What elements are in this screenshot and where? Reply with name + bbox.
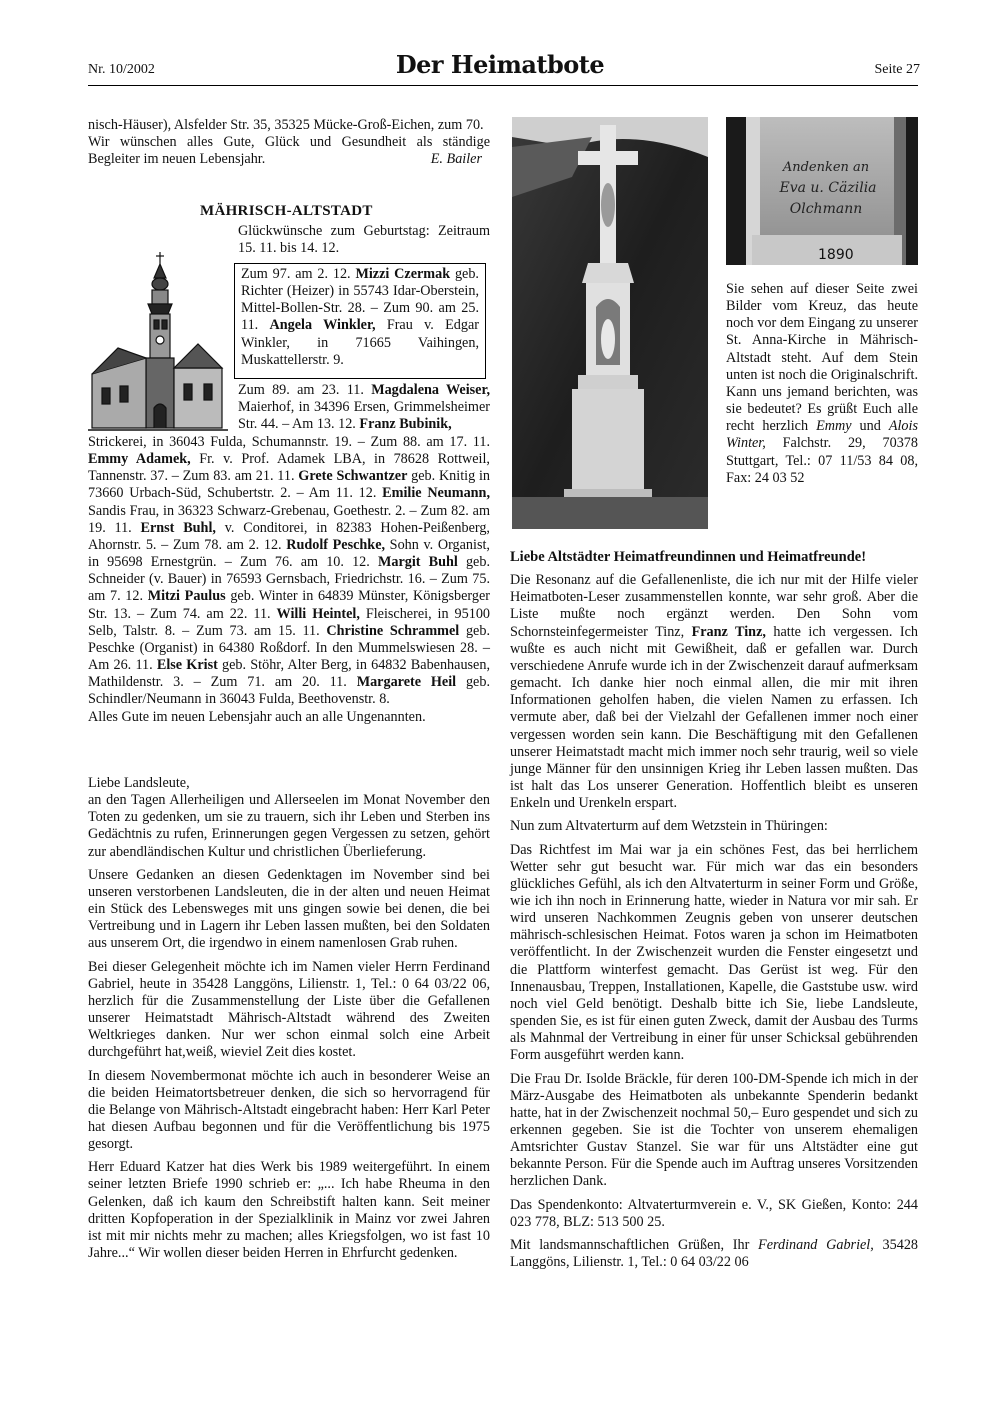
celebrant-name: Ernst Buhl, xyxy=(140,519,216,536)
birthday-greeting: Glückwünsche zum Geburtstag: Zeitraum 15. 11. bis 14. 12. xyxy=(238,223,490,257)
intro-wishes-text: Wir wünschen alles Gute, Glück und Gesundheit als ständige Begleiter im neuen Lebensjahr. xyxy=(88,134,490,168)
issue-number: Nr. 10/2002 xyxy=(88,62,155,77)
celebrant-name: Emmy Adamek, xyxy=(88,451,191,468)
celebrant-name: Mitzi Paulus xyxy=(147,588,226,605)
celebrant-name: Margarete Heil xyxy=(356,674,457,691)
letter-paragraph: In diesem Novembermonat möchte ich auch in besonderer Weise an die beiden Heimatortsbetreuer denken, die sich so hervorragend für die Belange von Mährisch-Altstadt eingebracht haben: Herr Karl Peter hat diesen Aufbau begonnen und für die Veröffentlichung bis 1975 gesorgt. xyxy=(88,1067,490,1153)
birthday-list-start: Zum 89. am 23. 11. Magdalena Weiser, Maierhof, in 34396 Ersen, Grimmelsheimer Str. 44. – Am 13. 12. Franz Bubinik, xyxy=(238,382,490,433)
celebrant-name: Rudolf Peschke, xyxy=(286,536,386,553)
celebrant-name: Else Krist xyxy=(156,657,218,674)
header-rule xyxy=(88,85,918,86)
inscription-line: Andenken an xyxy=(782,160,870,175)
intro-wishes xyxy=(88,134,490,168)
article-heading: Liebe Altstädter Heimatfreundinnen und Heimatfreunde! xyxy=(510,549,867,565)
memorial-letter xyxy=(88,775,490,1262)
letter-paragraph: an den Tagen Allerheiligen und Allerseelen im Monat November den Toten zu gedenken, um sie zu trauern, sich ihr Leben und Sterben ins Gedächtnis zu rufen, Erinnerungen gegen Vergessen zu setzen, gehört zur abendländischen Kultur und christlichen Überlieferung. xyxy=(88,792,490,860)
letter-paragraph: Unsere Gedanken an diesen Gedenktagen im November sind bei unseren verstorbenen Landsleuten, die in der alten und neuen Heimat ein Stück des Lebensweges mit uns gingen sowie bei denen, die bei Vertreibung und in Lagern ihr Leben lassen mußten, bei den Soldaten aus unserem Ort, die irgendwo in einem namenlosen Grab ruhen. xyxy=(88,866,490,952)
birthday-closing: Alles Gute im neuen Lebensjahr auch an alle Ungenannten. xyxy=(88,708,426,725)
celebrant-name: Emilie Neumann, xyxy=(382,485,490,502)
church-illustration xyxy=(88,248,228,434)
birthday-list: Strickerei, in 36043 Fulda, Schumannstr. 19. – Zum 88. am 17. 11. Emmy Adamek, Fr. v. Prof. Adamek LBA, in 78628 Rottweil, Tannenstr. 37. – Zum 83. am 21. 11. Grete Schwantzer geb. Knitig in 73660 Urbach-Süd, Schubertstr. 2. – Am 11. 12. Emilie Neumann, Sandis Frau, in 36323 Schwarz-Grebenau, Goethestr. 2. – Zum 82. am 19. 11. Ernst Buhl, v. Conditorei, in 82383 Hohen-Peißenberg, Ahornstr. 5. – Zum 78. am 2. 12. Rudolf Peschke, Sohn v. Organist, in 95698 Ernestgrün. – Zum 76. am 10. 12. Margit Buhl geb. Schneider (v. Bauer) in 76593 Gernsbach, Friedrichstr. 16. – Zum 75. am 7. 12. Mitzi Paulus geb. Winter in 64839 Münster, Königsberger Str. 13. – Zum 74. am 22. 11. Willi Heintel, Fleischerei, in 95100 Selb, Talstr. 8. – Zum 73. am 15. 11. Christine Schrammel geb. Peschke (Organist) in 64380 Roßdorf. In den Mummelswiesen 28. – Am 26. 11. Else Krist geb. Stöhr, Alter Berg, in 64832 Babenhausen, Mathildenstr. 3. – Zum 71. am 20. 11. Margarete Heil geb. Schindler/Neumann in 36043 Fulda, Beethovenstr. 8. Alles Gute im neuen Lebensjahr auch an alle Ungenannten. xyxy=(88,434,491,725)
celebrant-name: Willi Heintel, xyxy=(276,605,360,622)
inscription-year: 1890 xyxy=(818,247,854,263)
celebrant-name: Magdalena Weiser, xyxy=(371,382,490,398)
inscription-line: Eva u. Cäzilia xyxy=(779,180,877,196)
cross-photo xyxy=(512,117,708,529)
celebrant-name: Christine Schrammel xyxy=(326,622,460,639)
inscription-line: Olchmann xyxy=(789,201,863,217)
celebrant-name: Angela Winkler, xyxy=(269,317,376,334)
photo-caption: Sie sehen auf dieser Seite zwei Bilder vom Kreuz, das heute noch vor dem Eingang zu unserer St. Anna-Kirche in Mährisch-Altstadt steht. Auf dem Stein unten ist noch die Originalschrift. Kann uns jemand berichten, was sie bedeutet? Es grüßt Euch alle recht herzlich Emmy und Alois Winter, Falchstr. 29, 70378 Stuttgart, Tel.: 07 11/53 84 08, Fax: 24 03 52 xyxy=(726,281,919,486)
birthday-box xyxy=(234,263,486,379)
celebrant-name: Franz Bubinik, xyxy=(359,416,452,433)
intro-signature: E. Bailer xyxy=(430,151,482,168)
intro-block xyxy=(88,117,490,168)
article-paragraph: Das Spendenkonto: Altvaterturmverein e. V., SK Gießen, Konto: 244 023 778, BLZ: 513 500 25. xyxy=(510,1196,918,1230)
article-signature: Mit landsmannschaftlichen Grüßen, Ihr Ferdinand Gabriel, 35428 Langgöns, Lilienstr. 1, Tel.: 0 64 03/22 06 xyxy=(510,1236,918,1271)
letter-salutation: Liebe Landsleute, xyxy=(88,775,190,791)
birthday-box-text: Zum 97. am 2. 12. Mizzi Czermak geb. Richter (Heizer) in 55743 Idar-Oberstein, Mittel-Bollen-Str. 28. – Zum 90. am 25. 11. Angela Winkler, Frau v. Edgar Winkler, in 71665 Vaihingen, Muskattellerstr. 9. xyxy=(241,266,479,368)
stone-inscription-photo xyxy=(726,117,918,265)
page-number: Seite 27 xyxy=(874,62,920,77)
intro-text: nisch-Häuser), Alsfelder Str. 35, 35325 Mücke-Groß-Eichen, zum 70. xyxy=(88,117,484,133)
letter-paragraph: Bei dieser Gelegenheit möchte ich im Namen vieler Herrn Ferdinand Gabriel, heute in 35428 Langgöns, Lilienstr. 1, Tel.: 0 64 03/22 06, herzlich für die Zusammenstellung der Liste über die Gefallenen unserer Heimatstadt Mährisch-Altstadt während des Zweiten Weltkrieges danken. Nur wer schon einmal solch eine Arbeit durchgeführt hat,weiß, wieviel Zeit dies kostet. xyxy=(88,958,490,1061)
article-paragraph: Die Frau Dr. Isolde Bräckle, für deren 100-DM-Spende ich mich in der März-Ausgabe des Heimatboten als unbekannte Spenderin bedankt hatte, hat in der Zwischenzeit nochmal 50,– Euro gespendet und sich zu erkennen gegeben. Sie ist die Tochter von unserem ehemaligen Amtsrichter Gustav Stanzel. Sie war für uns Altstädter eine gut bekannte Person. Für die Spende auch im Auftrag unseres Vorsitzenden herzlichen Dank. xyxy=(510,1070,918,1190)
section-title-maehrisch-altstadt: MÄHRISCH-ALTSTADT xyxy=(200,203,373,219)
masthead-logo: Der Heimatbote xyxy=(395,50,605,79)
celebrant-name: Margit Buhl xyxy=(377,554,458,571)
article-paragraph: Die Resonanz auf die Gefallenenliste, die ich nur mit der Hilfe vieler Heimatboten-Leser zusammenstellen konnte, war sehr groß. Aber die Liste mußte noch ergänzt werden. Den Sohn vom Schornsteinfegermeister Tinz, Franz Tinz, hatte ich vergessen. Ich wußte es auch nicht mit Gewißheit, daß er gefallen war. Durch verschiedene Anrufe wurde ich in der Zwischenzeit darauf aufmerksam gemacht. Ich danke hier noch einmal allen, die mir mit ihren Informationen geholfen haben, die vielen Namen zu erfassen. Ich vermute aber, daß bei der Vielzahl der Gefallenen immer noch einer vergessen worden sein kann. Die Beschäftigung mit den Gefallenen unserer Heimatstadt macht mich immer noch sehr traurig, weil so viele junge Männer für den unsinnigen Krieg ihr Leben lassen mußten. Das ist halt das Los unserer Generation. Hoffentlich bleibt es unseren Enkeln und Urenkeln erspart. xyxy=(510,572,918,812)
letter-paragraph: Herr Eduard Katzer hat dies Werk bis 1989 weitergeführt. In einem seiner letzten Briefe 1990 schrieb er: „... Ich habe Rheuma in den Gelenken, daß ich kaum den Schreibstift halten kann. Seit meiner dritten Kopfoperation in der Spezialklinik in Mainz vor zwei Jahren ist mit mir nichts mehr zu machen; alles Kriegsfolgen, wo ist fast 10 Jahre...“ Wir wollen dieser beiden Herren in Ehrfurcht gedenken. xyxy=(88,1159,490,1262)
celebrant-name: Mizzi Czermak xyxy=(355,266,451,282)
article-paragraph: Nun zum Altvaterturm auf dem Wetzstein in Thüringen: xyxy=(510,818,828,835)
article-paragraph: Das Richtfest im Mai war ja ein schönes Fest, das bei herrlichem Wetter sehr gut besucht war. Für mich war das ein besonders glückliches Gefühl, als ich den Altvaterturm in seiner Form und Größe, wie ich ihn noch in Erinnerung hatte, wieder in Natura vor mir sah. Er wird unseren Nachkommen Zeugnis geben von unserer deutschen mährisch-schlesischen Heimat. Fotos waren ja schon im Heimatboten veröffentlicht. In der Zwischenzeit wurden die Fenster eingesetzt und die Plattform winterfest gemacht. Das Gerüst ist weg. Für den Innenausbau, Treppen, Installationen, Kapelle, die Gaststube usw. wird noch viel Geld benötigt. Deshalb bitte ich Sie, liebe Landsleute, spenden Sie, es ist für einen guten Zweck, damit der Ausbau des Turms als Mahnmal der Vertreibung in einer für unser Schicksal gebührenden Form ausgeführt werden kann. xyxy=(510,841,918,1064)
celebrant-name: Grete Schwantzer xyxy=(298,468,408,485)
altvaterturm-article xyxy=(510,549,918,1271)
